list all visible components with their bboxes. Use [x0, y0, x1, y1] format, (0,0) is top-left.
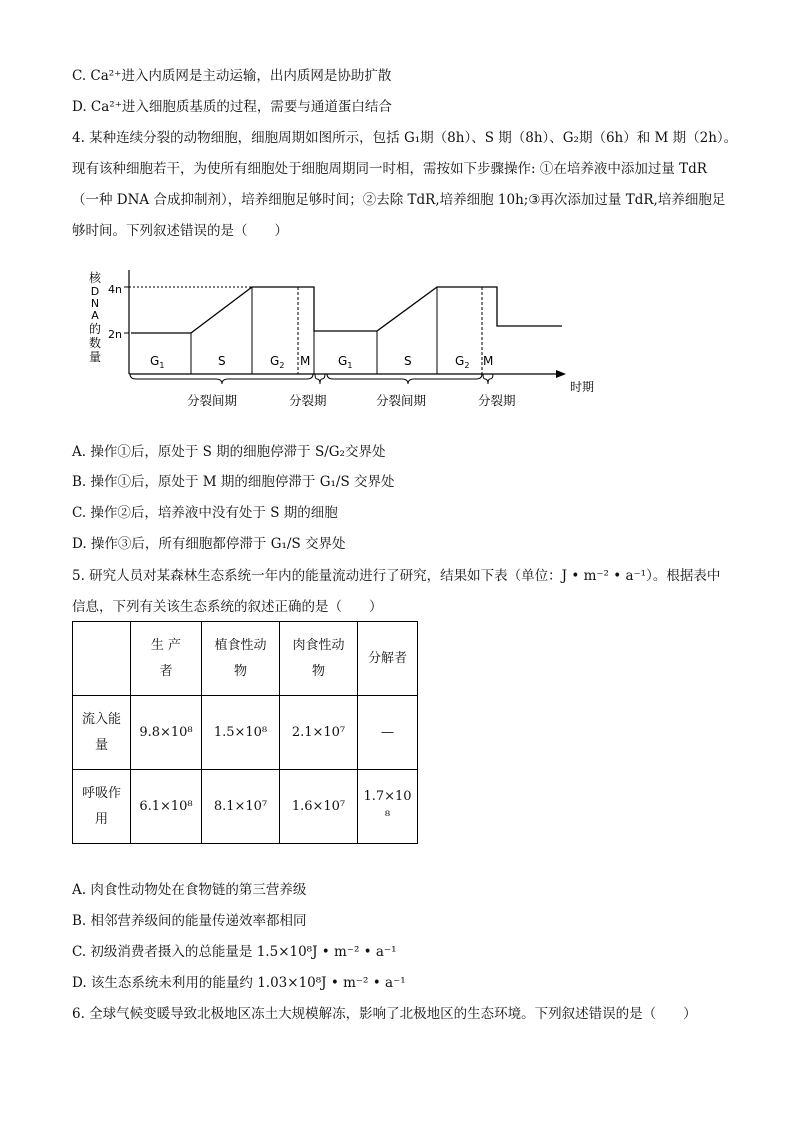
phase-label-g2: $G_2$ — [270, 354, 285, 370]
y-axis-label-char: N — [90, 297, 100, 310]
y-tick-4n: 4n — [108, 283, 122, 296]
phase-label-g1: $G_1$ — [150, 354, 165, 370]
y-axis-label-char: 量 — [88, 350, 102, 364]
x-axis-arrow — [556, 370, 566, 378]
y-axis-label-char: D — [90, 285, 100, 298]
q4-stem-line-2: 现有该种细胞若干，为使所有细胞处于细胞周期同一时相，需按如下步骤操作: ①在培养液中添加过量 TdR — [72, 161, 707, 177]
q5-stem-line-1: 5. 研究人员对某森林生态系统一年内的能量流动进行了研究，结果如下表（单位：J • m⁻² • a⁻¹）。根据表中 — [72, 568, 721, 584]
brace-mitosis-1 — [315, 374, 325, 384]
y-tick-2n: 2n — [108, 328, 122, 341]
table-cell: 2.1×10⁷ — [280, 696, 358, 770]
bracket-label-interphase: 分裂间期 — [187, 393, 238, 408]
table-header-row — [73, 622, 418, 696]
table-header-cell: 植食性动 物 — [202, 622, 280, 696]
bracket-label-mitosis: 分裂期 — [478, 393, 516, 408]
table-cell: 1.6×10⁷ — [280, 770, 358, 844]
bracket-label-interphase: 分裂间期 — [376, 393, 427, 408]
table-cell: 1.7×10 ⁸ — [358, 770, 418, 844]
y-axis-label-char: 数 — [88, 336, 102, 350]
table-cell: 8.1×10⁷ — [202, 770, 280, 844]
brace-mitosis-2 — [483, 374, 493, 384]
cell-cycle-dna-figure — [84, 262, 614, 412]
y-axis-label-char: 核 — [88, 271, 102, 285]
brace-interphase-2 — [327, 374, 482, 384]
table-corner-cell — [73, 622, 131, 696]
q3-option-c: C. Ca²⁺进入内质网是主动运输，出内质网是协助扩散 — [72, 68, 392, 84]
bracket-label-mitosis: 分裂期 — [289, 393, 327, 408]
table-row — [73, 770, 418, 844]
energy-flow-table — [72, 621, 418, 844]
x-axis-label: 时期 — [570, 380, 595, 394]
q4-option-d: D. 操作③后，所有细胞都停滞于 G₁/S 交界处 — [72, 536, 346, 552]
q5-stem-line-2: 信息，下列有关该生态系统的叙述正确的是（ ） — [72, 599, 383, 615]
table-header-cell: 分解者 — [358, 622, 418, 696]
phase-label-s: S — [218, 354, 226, 368]
q4-stem-line-4: 够时间。下列叙述错误的是（ ） — [72, 223, 288, 239]
q4-option-c: C. 操作②后，培养液中没有处于 S 期的细胞 — [72, 505, 338, 521]
q5-option-b: B. 相邻营养级间的能量传递效率都相同 — [72, 913, 307, 929]
q4-stem-line-1: 4. 某种连续分裂的动物细胞，细胞周期如图所示，包括 G₁期（8h）、S 期（8h）、G₂期（6h）和 M 期（2h）。 — [72, 130, 738, 146]
table-row-header: 流入能 量 — [73, 696, 131, 770]
table-cell: 1.5×10⁸ — [202, 696, 280, 770]
q5-option-c: C. 初级消费者摄入的总能量是 1.5×10⁸J • m⁻² • a⁻¹ — [72, 944, 397, 960]
phase-label-m: M — [300, 354, 311, 368]
q4-stem-line-3: （一种 DNA 合成抑制剂），培养细胞足够时间；②去除 TdR,培养细胞 10h;③再次添加过量 TdR,培养细胞足 — [72, 192, 726, 208]
phase-label-g1: $G_1$ — [338, 354, 353, 370]
y-axis-label-char: 的 — [88, 322, 102, 336]
table-cell: 9.8×10⁸ — [131, 696, 202, 770]
q5-option-a: A. 肉食性动物处在食物链的第三营养级 — [72, 882, 307, 898]
table-cell: — — [358, 696, 418, 770]
q5-option-d: D. 该生态系统未利用的能量约 1.03×10⁸J • m⁻² • a⁻¹ — [72, 975, 406, 991]
q3-option-d: D. Ca²⁺进入细胞质基质的过程，需要与通道蛋白结合 — [72, 99, 392, 115]
phase-label-g2: $G_2$ — [455, 354, 470, 370]
q6-stem-line-1: 6. 全球气候变暖导致北极地区冻土大规模解冻，影响了北极地区的生态环境。下列叙述错误的是（ ） — [72, 1006, 697, 1022]
phase-label-m: M — [483, 354, 494, 368]
table-row — [73, 696, 418, 770]
table-cell: 6.1×10⁸ — [131, 770, 202, 844]
dna-content-curve — [131, 287, 562, 333]
q4-option-a: A. 操作①后，原处于 S 期的细胞停滞于 S/G₂交界处 — [72, 444, 386, 460]
table-row-header: 呼吸作 用 — [73, 770, 131, 844]
phase-label-s: S — [404, 354, 412, 368]
q4-option-b: B. 操作①后，原处于 M 期的细胞停滞于 G₁/S 交界处 — [72, 474, 395, 490]
table-header-cell: 生 产 者 — [131, 622, 202, 696]
y-axis-label-char: A — [91, 309, 99, 322]
table-header-cell: 肉食性动 物 — [280, 622, 358, 696]
brace-interphase-1 — [130, 374, 313, 384]
